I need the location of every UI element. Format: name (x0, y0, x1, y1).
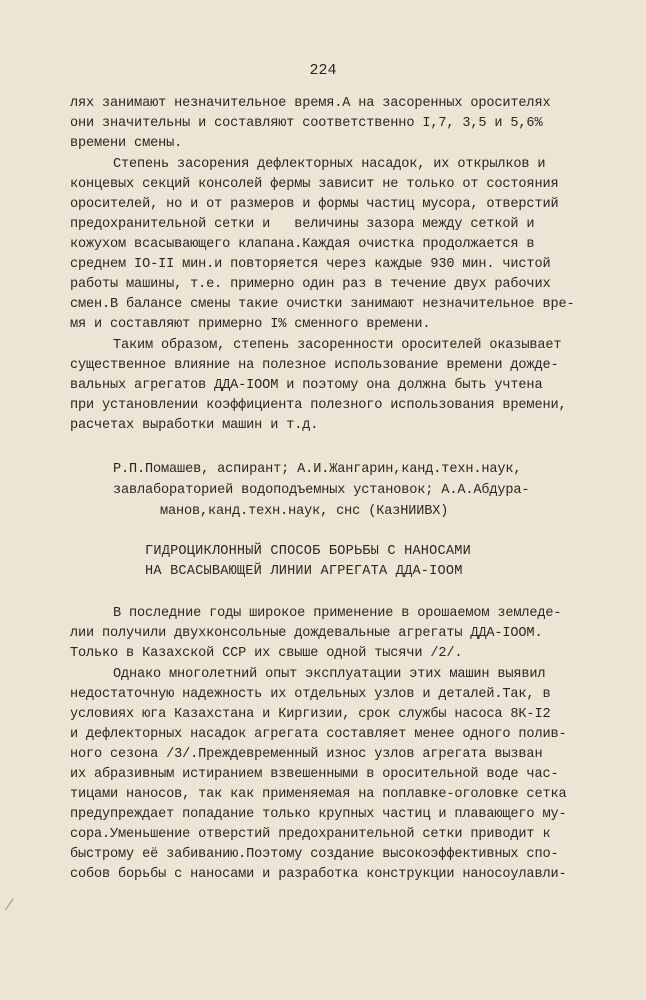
text-line: условиях юга Казахстана и Киргизии, срок службы насоса 8К-I2 (70, 707, 551, 722)
text-line: их абразивным истиранием взвешенными в оросительной воде час- (70, 767, 559, 782)
author-line: завлабораторией водоподъемных установок; А.А.Абдура- (113, 483, 530, 498)
text-line: предупреждает попадание только крупных частиц и плавающего му- (70, 807, 567, 822)
text-line: Однако многолетний опыт эксплуатации этих машин выявил (113, 667, 546, 682)
title-line: ГИДРОЦИКЛОННЫЙ СПОСОБ БОРЬБЫ С НАНОСАМИ (145, 544, 471, 559)
text-line: сора.Уменьшение отверстий предохранительной сетки приводит к (70, 827, 551, 842)
text-line: лях занимают незначительное время.А на засоренных оросителях (70, 96, 551, 111)
author-line: Р.П.Помашев, аспирант; А.И.Жангарин,канд.техн.наук, (113, 462, 522, 477)
title-line: НА ВСАСЫВАЮЩЕЙ ЛИНИИ АГРЕГАТА ДДА-IOOM (145, 564, 463, 579)
text-line: они значительны и составляют соответственно I,7, 3,5 и 5,6% (70, 116, 543, 131)
text-line: лии получили двухконсольные дождевальные агрегаты ДДА-IOOM. (70, 626, 543, 641)
text-line: вальных агрегатов ДДА-IOOM и поэтому она должна быть учтена (70, 378, 543, 393)
text-line: Только в Казахской ССР их свыше одной тысячи /2/. (70, 646, 463, 661)
text-line: быстрому её забиванию.Поэтому создание высокоэффективных спо- (70, 847, 559, 862)
text-line: мя и составляют примерно I% сменного времени. (70, 317, 431, 332)
text-line: времени смены. (70, 136, 183, 151)
pencil-mark (5, 898, 22, 916)
text-line: Таким образом, степень засоренности оросителей оказывает (113, 338, 562, 353)
text-line: работы машины, т.е. примерно один раз в течение двух рабочих (70, 277, 551, 292)
text-line: кожухом всасывающего клапана.Каждая очистка продолжается в (70, 237, 535, 252)
text-line: оросителей, но и от размеров и формы частиц мусора, отверстий (70, 197, 559, 212)
text-line: недостаточную надежность их отдельных узлов и деталей.Так, в (70, 687, 551, 702)
text-line: собов борьбы с наносами и разработка конструкции наносоулавли- (70, 867, 567, 882)
text-line: ного сезона /3/.Преждевременный износ узлов агрегата вызван (70, 747, 543, 762)
text-line: предохранительной сетки и величины зазора между сеткой и (70, 217, 535, 232)
text-line: и дефлекторных насадок агрегата составляет менее одного полив- (70, 727, 567, 742)
text-line: смен.В балансе смены такие очистки занимают незначительное вре- (70, 297, 575, 312)
text-line: при установлении коэффициента полезного использования времени, (70, 398, 567, 413)
text-line: тицами наносов, так как применяемая на поплавке-оголовке сетка (70, 787, 567, 802)
text-line: среднем IO-II мин.и повторяется через каждые 930 мин. чистой (70, 257, 551, 272)
text-line: Степень засорения дефлекторных насадок, их открылков и (113, 157, 546, 172)
author-line: манов,канд.техн.наук, снс (КазНИИВХ) (160, 504, 449, 519)
text-line: концевых секций консолей фермы зависит не только от состояния (70, 177, 559, 192)
text-line: расчетах выработки машин и т.д. (70, 418, 319, 433)
text-line: существенное влияние на полезное использование времени дожде- (70, 358, 559, 373)
text-line: В последние годы широкое применение в орошаемом земледе- (113, 606, 562, 621)
page-number: 224 (309, 62, 337, 79)
